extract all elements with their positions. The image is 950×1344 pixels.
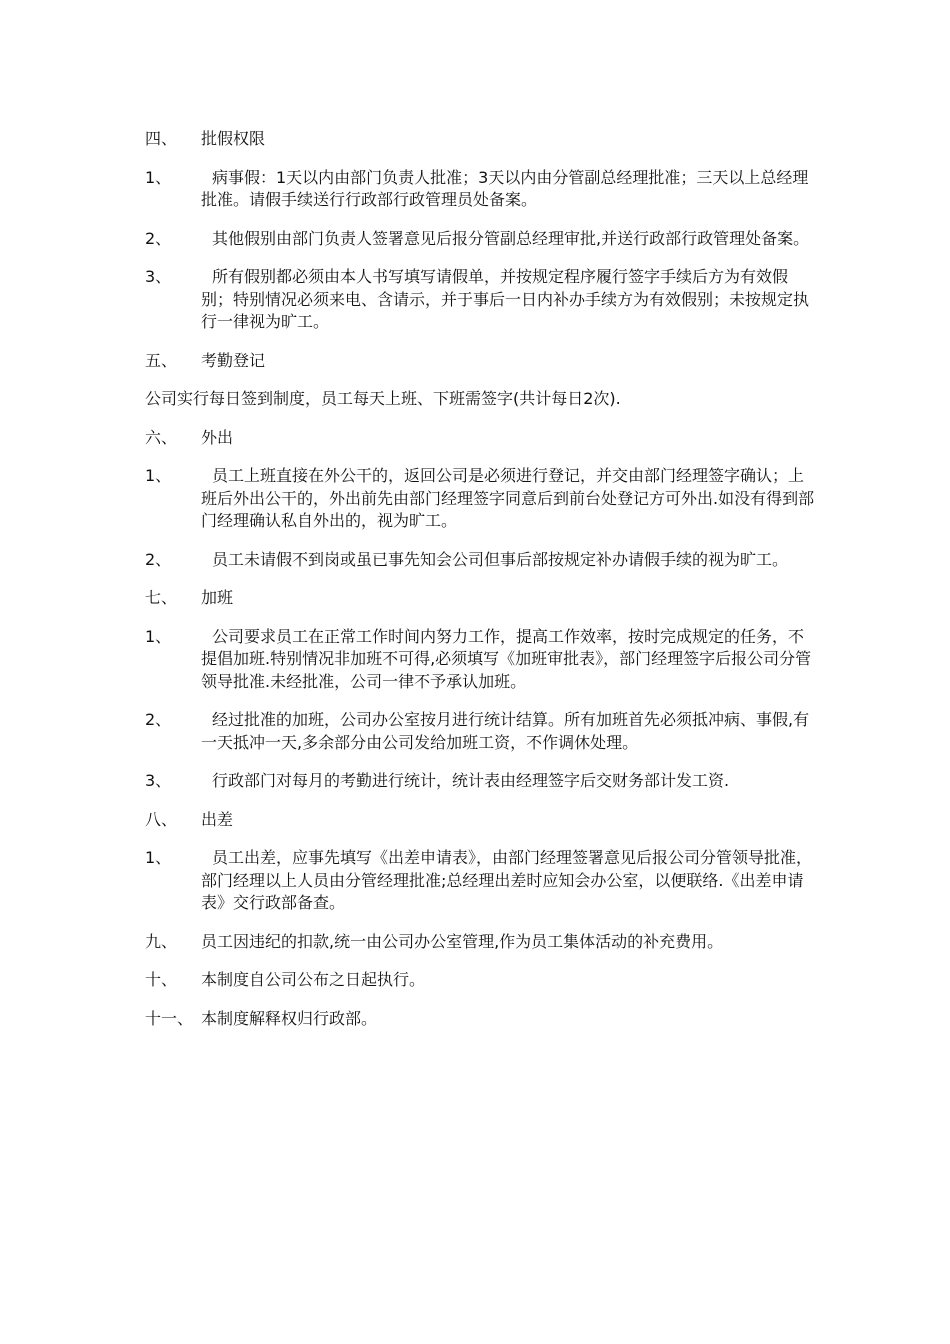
item-number: 十一、 — [145, 1008, 194, 1028]
item-text: 经过批准的加班，公司办公室按月进行统计结算。所有加班首先必须抵冲病、事假,有一天抵冲一天,多余部分由公司发给加班工资，不作调休处理。 — [201, 710, 810, 752]
list-item — [145, 228, 815, 251]
item-text: 考勤登记 — [201, 350, 266, 370]
item-text: 批假权限 — [201, 129, 266, 148]
item-number: 六、 — [145, 427, 178, 447]
item-text: 其他假别由部门负责人签署意见后报分管副总经理审批,并送行政部行政管理处备案。 — [212, 228, 810, 248]
item-number: 3、 — [145, 771, 172, 790]
section-heading — [145, 1008, 815, 1031]
item-text: 员工出差，应事先填写《出差申请表》，由部门经理签署意见后报公司分管领导批准，部门经理以上人员由分管经理批准;总经理出差时应知会办公室，以便联络.《出差申请表》交行政部备查。 — [201, 848, 813, 912]
item-number: 十、 — [145, 970, 178, 989]
section-heading — [145, 809, 815, 832]
item-number: 2、 — [145, 228, 172, 248]
item-text: 公司要求员工在正常工作时间内努力工作，提高工作效率，按时完成规定的任务，不提倡加班.特别情况非加班不可得,必须填写《加班审批表》，部门经理签字后报公司分管领导批准.未经批准，公司一律不予承认加班。 — [201, 626, 812, 691]
list-item — [145, 770, 815, 793]
section-heading — [145, 969, 815, 992]
item-number: 1、 — [145, 167, 172, 187]
list-item — [145, 266, 815, 334]
list-item — [145, 626, 815, 694]
item-text: 员工未请假不到岗或虽已事先知会公司但事后部按规定补办请假手续的视为旷工。 — [212, 549, 789, 569]
item-number: 3、 — [145, 267, 172, 286]
list-item — [145, 709, 815, 754]
item-number: 2、 — [145, 710, 172, 729]
section-heading — [145, 427, 815, 450]
item-text: 所有假别都必须由本人书写填写请假单，并按规定程序履行签字手续后方为有效假别；特别情况必须来电、含请示，并于事后一日内补办手续方为有效假别；未按规定执行一律视为旷工。 — [201, 267, 810, 331]
section-heading — [145, 587, 815, 610]
section-heading — [145, 350, 815, 373]
item-number: 1、 — [145, 848, 172, 867]
item-text: 员工因违纪的扣款,统一由公司办公室管理,作为员工集体活动的补充费用。 — [201, 931, 724, 951]
item-text: 本制度自公司公布之日起执行。 — [201, 970, 426, 989]
paragraph: 公司实行每日签到制度，员工每天上班、下班需签字(共计每日2次). — [145, 389, 621, 408]
document-body — [145, 128, 815, 1046]
item-text: 加班 — [201, 588, 234, 607]
item-number: 四、 — [145, 129, 178, 148]
item-number: 五、 — [145, 350, 178, 370]
section-heading — [145, 931, 815, 954]
section-heading — [145, 128, 815, 151]
item-text: 行政部门对每月的考勤进行统计，统计表由经理签字后交财务部计发工资. — [212, 771, 730, 790]
item-number: 1、 — [145, 466, 172, 485]
item-text: 病事假：1天以内由部门负责人批准；3天以内由分管副总经理批准；三天以上总经理批准。请假手续送行行政部行政管理员处备案。 — [201, 167, 809, 209]
list-item — [145, 167, 815, 212]
item-number: 九、 — [145, 931, 178, 951]
item-text: 外出 — [201, 427, 234, 447]
list-item — [145, 847, 815, 915]
item-number: 八、 — [145, 809, 178, 829]
list-item — [145, 549, 815, 572]
item-number: 1、 — [145, 626, 172, 646]
item-text: 员工上班直接在外公干的，返回公司是必须进行登记，并交由部门经理签字确认；上班后外出公干的，外出前先由部门经理签字同意后到前台处登记方可外出.如没有得到部门经理确认私自外出的，视为旷工。 — [201, 466, 815, 530]
item-number: 2、 — [145, 549, 172, 569]
item-text: 出差 — [201, 809, 234, 829]
item-number: 七、 — [145, 588, 178, 607]
list-item — [145, 465, 815, 533]
item-text: 本制度解释权归行政部。 — [201, 1008, 378, 1028]
